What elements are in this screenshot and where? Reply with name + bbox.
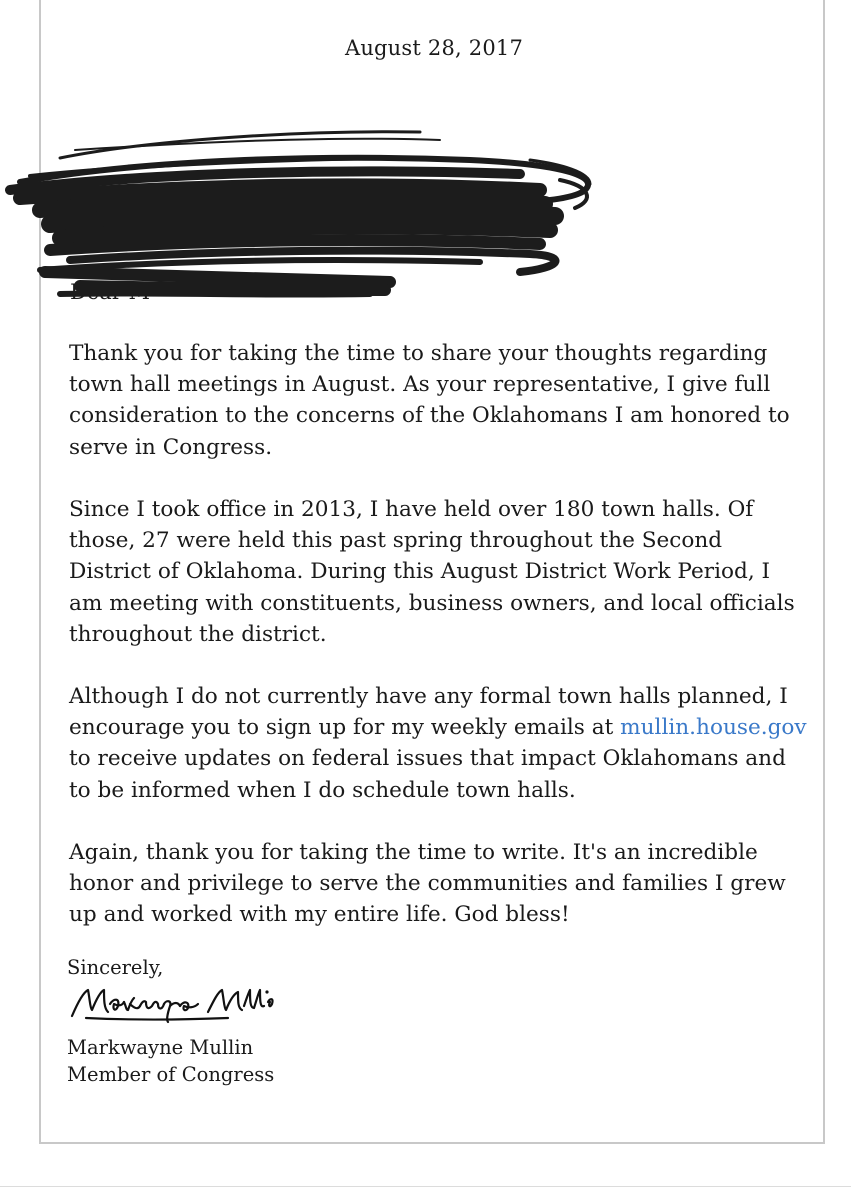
redacted-address-line: Ta bbox=[70, 214, 95, 238]
paragraph-thanks: Thank you for taking the time to share your thoughts regarding town hall meetings in August. As your representative, I give full consideration to the concerns of the Oklahomans I am honored to serve in Congress. bbox=[69, 341, 790, 460]
redaction-scribble bbox=[0, 120, 620, 310]
letter-date: August 28, 2017 bbox=[344, 36, 524, 60]
paragraph-weekly-emails-text: Although I do not currently have any formal town halls planned, I encourage you to sign up for my weekly emails at bbox=[69, 684, 788, 741]
paragraph-weekly-emails bbox=[69, 681, 809, 806]
signature-image bbox=[68, 980, 288, 1024]
mullin-house-gov-link[interactable]: mullin.house.gov bbox=[620, 715, 807, 741]
page-divider bbox=[0, 1186, 851, 1187]
paragraph-closing-thanks: Again, thank you for taking the time to write. It's an incredible honor and privilege to serve the communities and families I grew up and worked with my entire life. God bless! bbox=[69, 840, 786, 928]
signer-title: Member of Congress bbox=[67, 1063, 275, 1086]
signer-name: Markwayne Mullin bbox=[67, 1036, 254, 1059]
redacted-salutation: Dear M bbox=[70, 280, 151, 304]
paragraph-weekly-emails-text-end: to receive updates on federal issues that impact Oklahomans and to be informed when I do schedule town halls. bbox=[69, 746, 786, 803]
paragraph-town-halls: Since I took office in 2013, I have held over 180 town halls. Of those, 27 were held this past spring throughout the Second District of Oklahoma. During this August District Work Period, I am meeting with constituents, business owners, and local officials throughout the district. bbox=[69, 497, 795, 647]
closing-sincerely: Sincerely, bbox=[67, 956, 164, 979]
